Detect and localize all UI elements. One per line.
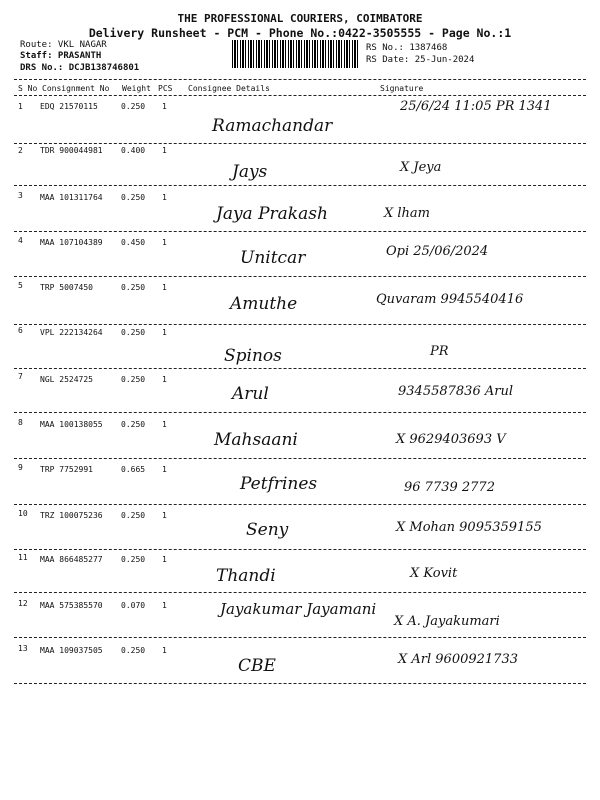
row-pcs: 1: [162, 193, 167, 202]
row-pcs: 1: [162, 146, 167, 155]
row-weight: 0.250: [121, 646, 146, 655]
row-signature: X Arl 9600921733: [398, 652, 518, 667]
header-top-rule: [14, 79, 586, 80]
header-bottom-rule: [14, 95, 586, 96]
row-signature: 25/6/24 11:05 PR 1341: [400, 99, 552, 114]
barcode-image: [232, 40, 360, 68]
row-rule: [14, 504, 586, 505]
row-weight: 0.250: [121, 420, 146, 429]
drs-number: DRS No.: DCJB138746801: [20, 63, 140, 73]
row-rule: [14, 324, 586, 325]
row-consignment: NGL 2524725: [40, 375, 93, 384]
row-pcs: 1: [162, 555, 167, 564]
col-signature: Signature: [380, 84, 424, 93]
row-rule: [14, 276, 586, 277]
row-consignment: VPL 222134264: [40, 328, 103, 337]
row-signature: 9345587836 Arul: [398, 384, 513, 399]
row-consignment: MAA 109037505: [40, 646, 103, 655]
row-signature: X A. Jayakumari: [394, 614, 500, 629]
rs-date: RS Date: 25-Jun-2024: [366, 55, 475, 65]
row-consignment: MAA 100138055: [40, 420, 103, 429]
row-pcs: 1: [162, 465, 167, 474]
row-consignment: TRP 5007450: [40, 283, 93, 292]
row-consignee: Seny: [246, 520, 289, 540]
row-sno: 4: [18, 236, 23, 245]
row-rule: [14, 143, 586, 144]
row-rule: [14, 549, 586, 550]
row-weight: 0.250: [121, 283, 146, 292]
row-consignee: Arul: [232, 384, 269, 404]
row-rule: [14, 185, 586, 186]
row-rule: [14, 683, 586, 684]
row-weight: 0.250: [121, 375, 146, 384]
company-title: THE PROFESSIONAL COURIERS, COIMBATORE: [177, 12, 423, 25]
row-signature: 96 7739 2772: [404, 480, 495, 495]
row-weight: 0.250: [121, 511, 146, 520]
row-weight: 0.250: [121, 328, 146, 337]
row-pcs: 1: [162, 238, 167, 247]
row-signature: Quvaram 9945540416: [376, 292, 524, 307]
row-consignment: MAA 866485277: [40, 555, 103, 564]
row-rule: [14, 368, 586, 369]
row-consignee: Thandi: [216, 566, 276, 586]
row-consignee: Amuthe: [230, 294, 298, 314]
row-sno: 11: [18, 553, 28, 562]
row-consignee: Petfrines: [240, 474, 318, 494]
row-consignment: MAA 575385570: [40, 601, 103, 610]
row-signature: X 9629403693 V: [396, 432, 506, 447]
row-sno: 12: [18, 599, 28, 608]
row-rule: [14, 458, 586, 459]
rs-number: RS No.: 1387468: [366, 43, 448, 53]
row-weight: 0.250: [121, 193, 146, 202]
row-pcs: 1: [162, 328, 167, 337]
row-consignee: CBE: [238, 656, 276, 676]
row-consignee: Jays: [232, 162, 268, 182]
row-consignee: Mahsaani: [214, 430, 298, 450]
row-signature: X Mohan 9095359155: [396, 520, 542, 535]
runsheet-subtitle: Delivery Runsheet - PCM - Phone No.:0422-3505555 - Page No.:1: [88, 26, 512, 40]
row-weight: 0.250: [121, 555, 146, 564]
row-consignee: Unitcar: [240, 248, 306, 268]
row-weight: 0.250: [121, 102, 146, 111]
col-pcs: PCS: [158, 84, 173, 93]
row-sno: 7: [18, 372, 23, 381]
row-consignment: TDR 900044981: [40, 146, 103, 155]
row-weight: 0.450: [121, 238, 146, 247]
row-sno: 2: [18, 146, 23, 155]
row-signature: X lham: [384, 206, 430, 221]
row-weight: 0.400: [121, 146, 146, 155]
row-pcs: 1: [162, 420, 167, 429]
staff-label: Staff: PRASANTH: [20, 51, 102, 61]
row-pcs: 1: [162, 375, 167, 384]
col-consignment: Consignment No: [42, 84, 110, 93]
row-consignment: EDQ 21570115: [40, 102, 98, 111]
row-pcs: 1: [162, 601, 167, 610]
row-consignee: Ramachandar: [212, 116, 333, 136]
row-pcs: 1: [162, 102, 167, 111]
row-pcs: 1: [162, 283, 167, 292]
row-sno: 5: [18, 281, 23, 290]
row-sno: 10: [18, 509, 28, 518]
row-pcs: 1: [162, 511, 167, 520]
row-rule: [14, 412, 586, 413]
row-pcs: 1: [162, 646, 167, 655]
row-weight: 0.665: [121, 465, 146, 474]
row-sno: 6: [18, 326, 23, 335]
row-rule: [14, 231, 586, 232]
row-consignee: Jayakumar Jayamani: [220, 600, 377, 618]
row-consignee: Spinos: [224, 346, 282, 366]
row-signature: Opi 25/06/2024: [386, 244, 489, 259]
row-rule: [14, 637, 586, 638]
row-consignment: TRP 7752991: [40, 465, 93, 474]
row-sno: 3: [18, 191, 23, 200]
row-sno: 8: [18, 418, 23, 427]
col-sno: S No: [18, 84, 38, 93]
row-consignment: MAA 101311764: [40, 193, 103, 202]
row-signature: X Jeya: [400, 160, 442, 175]
row-signature: X Kovit: [410, 566, 458, 581]
row-sno: 1: [18, 102, 23, 111]
row-consignment: TRZ 100075236: [40, 511, 103, 520]
row-weight: 0.070: [121, 601, 146, 610]
col-consignee: Consignee Details: [188, 84, 270, 93]
row-signature: PR: [430, 344, 449, 359]
row-consignment: MAA 107104389: [40, 238, 103, 247]
row-sno: 9: [18, 463, 23, 472]
row-rule: [14, 592, 586, 593]
col-weight: Weight: [122, 84, 151, 93]
route-label: Route: VKL NAGAR: [20, 40, 107, 50]
row-consignee: Jaya Prakash: [216, 204, 328, 224]
row-sno: 13: [18, 644, 28, 653]
